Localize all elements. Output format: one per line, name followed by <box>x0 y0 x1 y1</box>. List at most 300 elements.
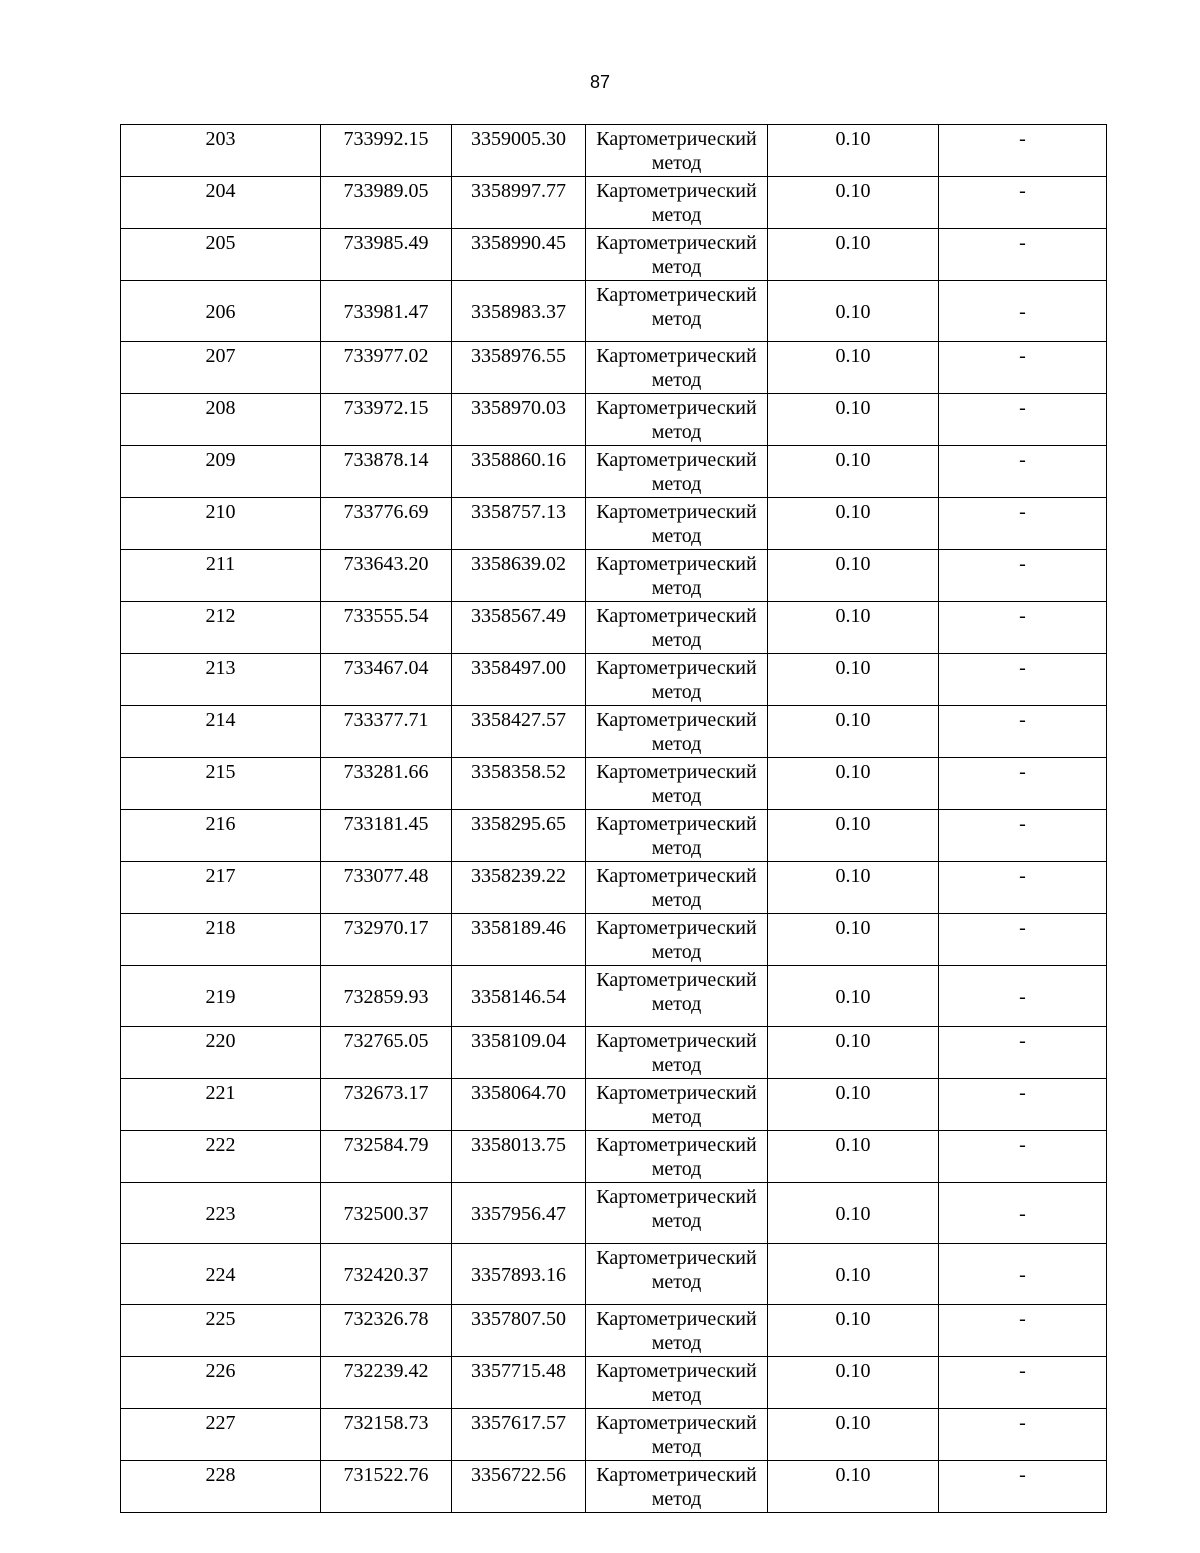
cell-accuracy <box>768 914 939 966</box>
cell-y-coordinate-text: 3357893.16 <box>471 1264 566 1286</box>
cell-accuracy <box>768 446 939 498</box>
cell-note-text: - <box>1019 605 1026 627</box>
cell-point-number-text: 209 <box>205 449 236 471</box>
cell-note <box>939 1027 1107 1079</box>
cell-y-coordinate-text: 3358983.37 <box>471 301 566 323</box>
cell-point-number-text: 205 <box>205 232 236 254</box>
cell-accuracy-text: 0.10 <box>835 232 871 254</box>
cell-accuracy <box>768 1027 939 1079</box>
cell-point-number <box>121 1409 321 1461</box>
cell-x-coordinate-text: 733878.14 <box>343 449 429 471</box>
cell-point-number-text: 210 <box>205 501 236 523</box>
table-row <box>121 1305 1107 1357</box>
table-row <box>121 1409 1107 1461</box>
table-row <box>121 125 1107 177</box>
cell-accuracy <box>768 281 939 342</box>
cell-method <box>586 281 768 342</box>
cell-note-text: - <box>1019 761 1026 783</box>
cell-point-number-text: 214 <box>205 709 236 731</box>
cell-accuracy-text: 0.10 <box>835 865 871 887</box>
cell-method <box>586 602 768 654</box>
cell-method <box>586 1244 768 1305</box>
table-row <box>121 602 1107 654</box>
cell-method <box>586 1183 768 1244</box>
cell-accuracy <box>768 1079 939 1131</box>
cell-accuracy-text: 0.10 <box>835 761 871 783</box>
cell-note-text: - <box>1019 232 1026 254</box>
cell-point-number-text: 207 <box>205 345 236 367</box>
cell-method <box>586 342 768 394</box>
cell-y-coordinate <box>452 550 586 602</box>
cell-point-number-text: 225 <box>205 1308 236 1330</box>
cell-accuracy-text: 0.10 <box>835 397 871 419</box>
cell-y-coordinate <box>452 1461 586 1513</box>
cell-note <box>939 862 1107 914</box>
cell-accuracy <box>768 1131 939 1183</box>
cell-point-number <box>121 1357 321 1409</box>
cell-method-text: Картометрический метод <box>596 709 757 755</box>
cell-method-text: Картометрический метод <box>596 865 757 911</box>
cell-accuracy <box>768 1461 939 1513</box>
cell-note <box>939 498 1107 550</box>
cell-method <box>586 394 768 446</box>
cell-x-coordinate-text: 732584.79 <box>343 1134 429 1156</box>
cell-y-coordinate-text: 3356722.56 <box>471 1464 566 1486</box>
cell-note <box>939 550 1107 602</box>
cell-y-coordinate-text: 3357807.50 <box>471 1308 566 1330</box>
cell-method <box>586 1131 768 1183</box>
cell-method <box>586 229 768 281</box>
cell-accuracy <box>768 1409 939 1461</box>
cell-y-coordinate <box>452 281 586 342</box>
cell-y-coordinate <box>452 177 586 229</box>
cell-note <box>939 394 1107 446</box>
cell-method <box>586 810 768 862</box>
cell-y-coordinate <box>452 1027 586 1079</box>
cell-point-number-text: 221 <box>205 1082 236 1104</box>
table-row <box>121 281 1107 342</box>
table-row <box>121 446 1107 498</box>
cell-x-coordinate <box>321 177 452 229</box>
cell-method <box>586 1305 768 1357</box>
cell-x-coordinate <box>321 654 452 706</box>
cell-accuracy <box>768 602 939 654</box>
cell-y-coordinate-text: 3358976.55 <box>471 345 566 367</box>
cell-note-text: - <box>1019 553 1026 575</box>
cell-method-text: Картометрический метод <box>596 1186 757 1232</box>
cell-method <box>586 1409 768 1461</box>
cell-y-coordinate <box>452 914 586 966</box>
cell-point-number-text: 212 <box>205 605 236 627</box>
cell-method-text: Картометрический метод <box>596 345 757 391</box>
cell-method <box>586 125 768 177</box>
cell-x-coordinate <box>321 125 452 177</box>
cell-point-number-text: 217 <box>205 865 236 887</box>
cell-x-coordinate-text: 732970.17 <box>343 917 429 939</box>
cell-method-text: Картометрический метод <box>596 969 757 1015</box>
cell-x-coordinate-text: 732765.05 <box>343 1030 429 1052</box>
cell-accuracy <box>768 758 939 810</box>
cell-accuracy <box>768 706 939 758</box>
cell-accuracy <box>768 862 939 914</box>
table-row <box>121 1079 1107 1131</box>
cell-point-number-text: 213 <box>205 657 236 679</box>
cell-accuracy <box>768 342 939 394</box>
cell-method <box>586 498 768 550</box>
cell-note-text: - <box>1019 986 1026 1008</box>
cell-point-number <box>121 550 321 602</box>
cell-accuracy-text: 0.10 <box>835 1030 871 1052</box>
table-row <box>121 1244 1107 1305</box>
cell-accuracy-text: 0.10 <box>835 449 871 471</box>
table-row <box>121 758 1107 810</box>
cell-method <box>586 914 768 966</box>
cell-y-coordinate <box>452 1183 586 1244</box>
cell-y-coordinate-text: 3358239.22 <box>471 865 566 887</box>
cell-accuracy <box>768 394 939 446</box>
cell-x-coordinate <box>321 394 452 446</box>
table-row <box>121 229 1107 281</box>
cell-y-coordinate <box>452 342 586 394</box>
cell-y-coordinate-text: 3358427.57 <box>471 709 566 731</box>
cell-note-text: - <box>1019 1464 1026 1486</box>
cell-method-text: Картометрический метод <box>596 397 757 443</box>
cell-x-coordinate <box>321 1244 452 1305</box>
cell-accuracy <box>768 1305 939 1357</box>
cell-point-number <box>121 1461 321 1513</box>
cell-accuracy-text: 0.10 <box>835 1203 871 1225</box>
cell-note <box>939 706 1107 758</box>
cell-note-text: - <box>1019 657 1026 679</box>
cell-note-text: - <box>1019 1134 1026 1156</box>
cell-note-text: - <box>1019 1412 1026 1434</box>
cell-y-coordinate <box>452 602 586 654</box>
cell-point-number <box>121 1131 321 1183</box>
cell-method-text: Картометрический метод <box>596 1082 757 1128</box>
cell-note-text: - <box>1019 865 1026 887</box>
cell-accuracy <box>768 1244 939 1305</box>
cell-y-coordinate-text: 3357956.47 <box>471 1203 566 1225</box>
cell-accuracy <box>768 498 939 550</box>
cell-y-coordinate <box>452 862 586 914</box>
cell-y-coordinate-text: 3357617.57 <box>471 1412 566 1434</box>
cell-method-text: Картометрический метод <box>596 180 757 226</box>
cell-method <box>586 1027 768 1079</box>
cell-note-text: - <box>1019 709 1026 731</box>
cell-point-number <box>121 654 321 706</box>
cell-y-coordinate-text: 3359005.30 <box>471 128 566 150</box>
cell-note <box>939 1079 1107 1131</box>
cell-accuracy <box>768 229 939 281</box>
cell-accuracy <box>768 550 939 602</box>
cell-y-coordinate-text: 3358064.70 <box>471 1082 566 1104</box>
coordinates-table <box>120 124 1107 1513</box>
cell-point-number-text: 215 <box>205 761 236 783</box>
cell-x-coordinate <box>321 498 452 550</box>
cell-y-coordinate-text: 3358295.65 <box>471 813 566 835</box>
cell-point-number-text: 224 <box>205 1264 236 1286</box>
cell-x-coordinate-text: 733972.15 <box>343 397 429 419</box>
cell-x-coordinate-text: 733643.20 <box>343 553 429 575</box>
cell-method <box>586 862 768 914</box>
cell-note <box>939 1409 1107 1461</box>
cell-method-text: Картометрический метод <box>596 449 757 495</box>
cell-y-coordinate-text: 3358757.13 <box>471 501 566 523</box>
cell-note-text: - <box>1019 449 1026 471</box>
table-row <box>121 1027 1107 1079</box>
cell-x-coordinate-text: 733077.48 <box>343 865 429 887</box>
cell-note-text: - <box>1019 180 1026 202</box>
cell-note <box>939 1131 1107 1183</box>
cell-x-coordinate <box>321 1027 452 1079</box>
table-row <box>121 1357 1107 1409</box>
cell-accuracy <box>768 177 939 229</box>
cell-point-number-text: 203 <box>205 128 236 150</box>
cell-method-text: Картометрический метод <box>596 1308 757 1354</box>
cell-note-text: - <box>1019 1203 1026 1225</box>
cell-note <box>939 810 1107 862</box>
cell-method <box>586 1357 768 1409</box>
cell-y-coordinate-text: 3358970.03 <box>471 397 566 419</box>
cell-note-text: - <box>1019 397 1026 419</box>
cell-note <box>939 281 1107 342</box>
cell-x-coordinate <box>321 1079 452 1131</box>
cell-x-coordinate-text: 733992.15 <box>343 128 429 150</box>
cell-point-number-text: 223 <box>205 1203 236 1225</box>
table-row <box>121 862 1107 914</box>
cell-accuracy <box>768 1357 939 1409</box>
cell-x-coordinate <box>321 342 452 394</box>
cell-y-coordinate-text: 3358189.46 <box>471 917 566 939</box>
cell-note-text: - <box>1019 1360 1026 1382</box>
cell-method-text: Картометрический метод <box>596 1247 757 1293</box>
table-row <box>121 654 1107 706</box>
cell-y-coordinate <box>452 1244 586 1305</box>
cell-point-number <box>121 1183 321 1244</box>
cell-y-coordinate-text: 3358358.52 <box>471 761 566 783</box>
cell-x-coordinate-text: 733985.49 <box>343 232 429 254</box>
cell-method <box>586 1079 768 1131</box>
cell-x-coordinate <box>321 1183 452 1244</box>
cell-point-number-text: 206 <box>205 301 236 323</box>
table-row <box>121 1131 1107 1183</box>
cell-y-coordinate <box>452 1409 586 1461</box>
cell-x-coordinate <box>321 550 452 602</box>
cell-note-text: - <box>1019 917 1026 939</box>
cell-method <box>586 758 768 810</box>
cell-method-text: Картометрический метод <box>596 761 757 807</box>
cell-y-coordinate <box>452 394 586 446</box>
cell-accuracy-text: 0.10 <box>835 1360 871 1382</box>
cell-x-coordinate <box>321 758 452 810</box>
cell-accuracy-text: 0.10 <box>835 553 871 575</box>
cell-method <box>586 1461 768 1513</box>
cell-point-number-text: 211 <box>205 553 236 575</box>
cell-y-coordinate <box>452 706 586 758</box>
table-row <box>121 966 1107 1027</box>
cell-y-coordinate <box>452 1131 586 1183</box>
cell-note <box>939 1357 1107 1409</box>
cell-point-number <box>121 862 321 914</box>
cell-point-number <box>121 498 321 550</box>
table-row <box>121 498 1107 550</box>
cell-y-coordinate-text: 3358860.16 <box>471 449 566 471</box>
cell-y-coordinate <box>452 810 586 862</box>
cell-method <box>586 177 768 229</box>
cell-point-number <box>121 1244 321 1305</box>
table-row <box>121 342 1107 394</box>
cell-method-text: Картометрический метод <box>596 128 757 174</box>
cell-method-text: Картометрический метод <box>596 1360 757 1406</box>
cell-accuracy <box>768 654 939 706</box>
cell-accuracy <box>768 810 939 862</box>
cell-y-coordinate-text: 3358109.04 <box>471 1030 566 1052</box>
cell-note <box>939 1305 1107 1357</box>
cell-note <box>939 654 1107 706</box>
cell-x-coordinate <box>321 862 452 914</box>
cell-x-coordinate-text: 733555.54 <box>343 605 429 627</box>
cell-accuracy-text: 0.10 <box>835 301 871 323</box>
table-row <box>121 914 1107 966</box>
cell-method <box>586 706 768 758</box>
cell-note <box>939 125 1107 177</box>
cell-y-coordinate <box>452 229 586 281</box>
cell-accuracy-text: 0.10 <box>835 345 871 367</box>
cell-method-text: Картометрический метод <box>596 232 757 278</box>
cell-method-text: Картометрический метод <box>596 1134 757 1180</box>
cell-point-number <box>121 281 321 342</box>
cell-accuracy-text: 0.10 <box>835 128 871 150</box>
table-row <box>121 810 1107 862</box>
cell-y-coordinate <box>452 1305 586 1357</box>
cell-point-number <box>121 177 321 229</box>
page-number: 87 <box>589 72 611 92</box>
cell-point-number-text: 222 <box>205 1134 236 1156</box>
cell-y-coordinate-text: 3358146.54 <box>471 986 566 1008</box>
cell-method-text: Картометрический метод <box>596 605 757 651</box>
cell-method-text: Картометрический метод <box>596 813 757 859</box>
cell-y-coordinate <box>452 758 586 810</box>
cell-y-coordinate-text: 3358997.77 <box>471 180 566 202</box>
cell-x-coordinate <box>321 1409 452 1461</box>
cell-note <box>939 914 1107 966</box>
cell-method-text: Картометрический метод <box>596 553 757 599</box>
cell-x-coordinate <box>321 1357 452 1409</box>
cell-point-number <box>121 394 321 446</box>
cell-x-coordinate-text: 732673.17 <box>343 1082 429 1104</box>
cell-note <box>939 1244 1107 1305</box>
cell-x-coordinate <box>321 810 452 862</box>
cell-x-coordinate <box>321 446 452 498</box>
table-row <box>121 550 1107 602</box>
cell-note <box>939 602 1107 654</box>
cell-note-text: - <box>1019 1082 1026 1104</box>
cell-y-coordinate <box>452 966 586 1027</box>
cell-note-text: - <box>1019 813 1026 835</box>
cell-accuracy-text: 0.10 <box>835 917 871 939</box>
cell-x-coordinate <box>321 1305 452 1357</box>
cell-accuracy-text: 0.10 <box>835 1412 871 1434</box>
table-row <box>121 706 1107 758</box>
cell-y-coordinate-text: 3358497.00 <box>471 657 566 679</box>
cell-point-number <box>121 706 321 758</box>
cell-accuracy-text: 0.10 <box>835 1464 871 1486</box>
cell-method-text: Картометрический метод <box>596 1412 757 1458</box>
cell-note <box>939 758 1107 810</box>
cell-y-coordinate-text: 3357715.48 <box>471 1360 566 1382</box>
cell-y-coordinate-text: 3358990.45 <box>471 232 566 254</box>
cell-x-coordinate-text: 732859.93 <box>343 986 429 1008</box>
cell-accuracy-text: 0.10 <box>835 813 871 835</box>
cell-x-coordinate-text: 733977.02 <box>343 345 429 367</box>
cell-note-text: - <box>1019 128 1026 150</box>
cell-note-text: - <box>1019 301 1026 323</box>
cell-method-text: Картометрический метод <box>596 917 757 963</box>
cell-point-number <box>121 229 321 281</box>
cell-accuracy-text: 0.10 <box>835 180 871 202</box>
cell-x-coordinate-text: 732420.37 <box>343 1264 429 1286</box>
cell-y-coordinate <box>452 654 586 706</box>
cell-accuracy-text: 0.10 <box>835 605 871 627</box>
cell-y-coordinate <box>452 498 586 550</box>
cell-point-number-text: 219 <box>205 986 236 1008</box>
cell-y-coordinate <box>452 1079 586 1131</box>
cell-x-coordinate-text: 732239.42 <box>343 1360 429 1382</box>
cell-method <box>586 550 768 602</box>
cell-method <box>586 446 768 498</box>
cell-x-coordinate-text: 733776.69 <box>343 501 429 523</box>
cell-point-number <box>121 342 321 394</box>
cell-x-coordinate-text: 733467.04 <box>343 657 429 679</box>
cell-point-number-text: 218 <box>205 917 236 939</box>
table-row <box>121 394 1107 446</box>
cell-point-number <box>121 810 321 862</box>
cell-x-coordinate-text: 732158.73 <box>343 1412 429 1434</box>
cell-method <box>586 966 768 1027</box>
cell-point-number-text: 220 <box>205 1030 236 1052</box>
table-row <box>121 177 1107 229</box>
table-row <box>121 1183 1107 1244</box>
cell-x-coordinate <box>321 1461 452 1513</box>
cell-x-coordinate <box>321 966 452 1027</box>
cell-point-number <box>121 125 321 177</box>
cell-point-number <box>121 1079 321 1131</box>
cell-x-coordinate <box>321 281 452 342</box>
cell-y-coordinate-text: 3358013.75 <box>471 1134 566 1156</box>
cell-method <box>586 654 768 706</box>
cell-note <box>939 1461 1107 1513</box>
cell-y-coordinate-text: 3358567.49 <box>471 605 566 627</box>
cell-point-number <box>121 602 321 654</box>
cell-accuracy-text: 0.10 <box>835 501 871 523</box>
cell-note <box>939 1183 1107 1244</box>
cell-method-text: Картометрический метод <box>596 284 757 330</box>
cell-point-number <box>121 1305 321 1357</box>
cell-note <box>939 177 1107 229</box>
cell-note <box>939 446 1107 498</box>
cell-note <box>939 966 1107 1027</box>
cell-accuracy <box>768 125 939 177</box>
cell-note-text: - <box>1019 1308 1026 1330</box>
cell-accuracy-text: 0.10 <box>835 1264 871 1286</box>
cell-x-coordinate <box>321 914 452 966</box>
cell-note-text: - <box>1019 1264 1026 1286</box>
cell-method-text: Картометрический метод <box>596 1464 757 1510</box>
cell-y-coordinate <box>452 1357 586 1409</box>
cell-accuracy-text: 0.10 <box>835 986 871 1008</box>
cell-point-number-text: 208 <box>205 397 236 419</box>
cell-y-coordinate <box>452 446 586 498</box>
